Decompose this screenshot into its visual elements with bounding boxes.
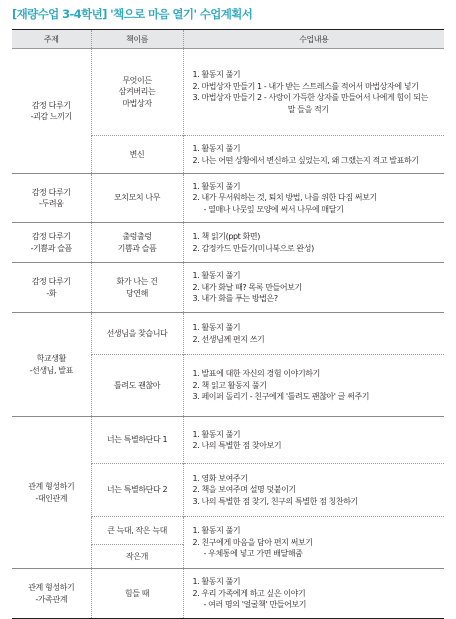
header-row xyxy=(12,30,444,49)
activity-line: 말 들을 적기 xyxy=(287,104,329,114)
table-body xyxy=(12,49,444,619)
lesson-plan-table xyxy=(12,29,444,619)
activity-line: - 여러 명의 '얼굴책' 만들어보기 xyxy=(203,600,307,610)
activity-line: 1. 발표에 대한 자신의 경험 이야기하기 xyxy=(192,369,320,379)
activity-cell xyxy=(183,355,444,417)
book-cell xyxy=(91,263,183,313)
book-cell xyxy=(91,417,183,464)
activity-line: 3. 나의 특별한 점 찾기, 친구의 특별한 점 칭찬하기 xyxy=(192,496,358,506)
book-title: 삼켜버리는 xyxy=(118,87,156,97)
theme-text: 감정 다루기 xyxy=(31,100,71,110)
activity-cell xyxy=(183,313,444,355)
book-title: 틀려도 괜찮아 xyxy=(113,380,161,390)
theme-text: -선생님, 발표 xyxy=(29,365,73,375)
theme-text: -화 xyxy=(46,288,57,298)
book-title: 큰 늑대, 작은 늑대 xyxy=(107,525,167,535)
activity-line: 2. 책을 보여주며 설명 덧붙이기 xyxy=(192,485,296,495)
activity-line: 1. 책 읽기(ppt 화면) xyxy=(192,232,260,241)
book-cell xyxy=(91,49,183,136)
book-title: 선생님을 찾습니다 xyxy=(106,328,168,338)
theme-text: -두려움 xyxy=(39,199,64,208)
book-title: 변신 xyxy=(129,149,145,159)
book-cell xyxy=(91,136,183,174)
book-title: 출렁출렁 xyxy=(122,232,152,241)
table-row xyxy=(12,49,444,136)
activity-cell xyxy=(183,223,444,263)
theme-cell xyxy=(12,174,91,223)
activity-cell xyxy=(183,417,444,464)
activity-cell xyxy=(183,263,444,313)
header-book: 책이름 xyxy=(91,30,183,49)
activity-line: 1. 영화 보여주기 xyxy=(192,473,248,483)
header-theme: 주제 xyxy=(12,30,91,49)
activity-line: - 우체통에 넣고 가면 배달해줌 xyxy=(203,549,303,559)
table-row xyxy=(12,223,444,263)
activity-line: - 열매나 나뭇잎 모양에 써서 나무에 매달기 xyxy=(203,204,344,214)
theme-text: 관계 형성하기 xyxy=(28,583,75,592)
book-cell xyxy=(91,517,183,545)
table-row xyxy=(12,313,444,355)
activity-line: 1. 활동지 풀기 xyxy=(192,144,241,153)
theme-text: 학교생활 xyxy=(36,354,66,363)
table-row xyxy=(12,417,444,464)
activity-line: 2. 내가 화날 때? 목록 만들어보기 xyxy=(192,282,302,292)
book-cell xyxy=(91,355,183,417)
theme-cell xyxy=(12,223,91,263)
activity-line: 1. 활동지 풀기 xyxy=(192,429,241,439)
theme-cell xyxy=(12,417,91,569)
theme-text: -가족관계 xyxy=(35,594,68,604)
document-title: [재량수업 3-4학년] '책으로 마음 열기' 수업계획서 xyxy=(12,7,253,21)
book-cell xyxy=(91,174,183,223)
theme-cell xyxy=(12,313,91,417)
activity-line: 3. 내가 화를 푸는 방법은? xyxy=(192,294,278,304)
theme-cell xyxy=(12,49,91,174)
activity-line: 1. 활동지 풀기 xyxy=(192,271,241,281)
book-title: 너는 특별하단다 1 xyxy=(106,435,168,445)
theme-text: 감정 다루기 xyxy=(31,187,71,197)
book-cell xyxy=(91,313,183,355)
table-row xyxy=(12,569,444,619)
activity-cell xyxy=(183,464,444,517)
activity-cell xyxy=(183,49,444,136)
book-title: 너는 특별하단다 2 xyxy=(106,485,168,495)
theme-text: -괴감 느끼기 xyxy=(30,112,72,121)
activity-line: 1. 활동지 풀기 xyxy=(192,526,241,536)
theme-text: 감정 다루기 xyxy=(31,277,71,286)
book-title: 기쁨과 슬픔 xyxy=(117,243,157,253)
book-cell xyxy=(91,569,183,619)
theme-text: -기쁨과 슬픔 xyxy=(30,243,72,253)
activity-line: 1. 활동지 풀기 xyxy=(192,181,241,191)
theme-text: 관계 형성하기 xyxy=(28,482,75,491)
activity-cell xyxy=(183,569,444,619)
theme-text: -대인관계 xyxy=(35,493,68,503)
theme-cell xyxy=(12,569,91,619)
book-title: 당연해 xyxy=(126,288,148,298)
activity-line: 2. 내가 무서워하는 것, 퇴치 방법, 나를 위한 다짐 써보기 xyxy=(192,193,377,203)
book-cell xyxy=(91,464,183,517)
book-title: 힘들 때 xyxy=(124,588,150,598)
book-cell xyxy=(91,223,183,263)
table-row xyxy=(12,174,444,223)
header-content: 수업내용 xyxy=(183,30,444,49)
activity-line: 3. 페이퍼 돌리기 - 친구에게 '틀려도 괜찮아' 글 써주기 xyxy=(192,392,370,402)
activity-line: 2. 책 읽고 활동지 풀기 xyxy=(192,380,267,390)
activity-cell xyxy=(183,517,444,569)
book-title: 모치모치 나무 xyxy=(113,193,161,203)
activity-line: 3. 마법상자 만들기 2 - 사랑이 가득한 상자를 만들어서 나에게 힘이 되는 xyxy=(192,93,428,102)
activity-line: 2. 마법상자 만들기 1 - 내가 받는 스트레스를 적어서 마법상자에 넣기 xyxy=(192,81,419,91)
activity-cell xyxy=(183,136,444,174)
book-title: 무엇이든 xyxy=(122,75,152,85)
activity-line: 2. 나는 어떤 상황에서 변신하고 싶었는지, 왜 그랬는지 적고 발표하기 xyxy=(192,155,419,165)
activity-line: 1. 활동지 풀기 xyxy=(192,323,241,332)
theme-text: 감정 다루기 xyxy=(31,232,71,241)
activity-cell xyxy=(183,174,444,223)
book-cell xyxy=(91,545,183,569)
theme-cell xyxy=(12,263,91,313)
activity-line: 1. 활동지 풀기 xyxy=(192,70,241,79)
book-title: 마법상자 xyxy=(122,98,152,108)
activity-line: 2. 우리 가족에게 하고 싶은 이야기 xyxy=(192,588,306,598)
activity-line: 2. 감정카드 만들기(미니북으로 완성) xyxy=(192,243,314,253)
book-title: 작은개 xyxy=(126,551,148,561)
activity-line: 2. 나의 특별한 점 찾아보기 xyxy=(192,441,282,450)
activity-line: 2. 선생님께 편지 쓰기 xyxy=(192,334,265,344)
activity-line: 2. 친구에게 마음을 담아 편지 써보기 xyxy=(192,537,313,547)
activity-line: 1. 활동지 풀기 xyxy=(192,577,241,587)
table-row xyxy=(12,263,444,313)
book-title: 화가 나는 건 xyxy=(116,277,158,286)
